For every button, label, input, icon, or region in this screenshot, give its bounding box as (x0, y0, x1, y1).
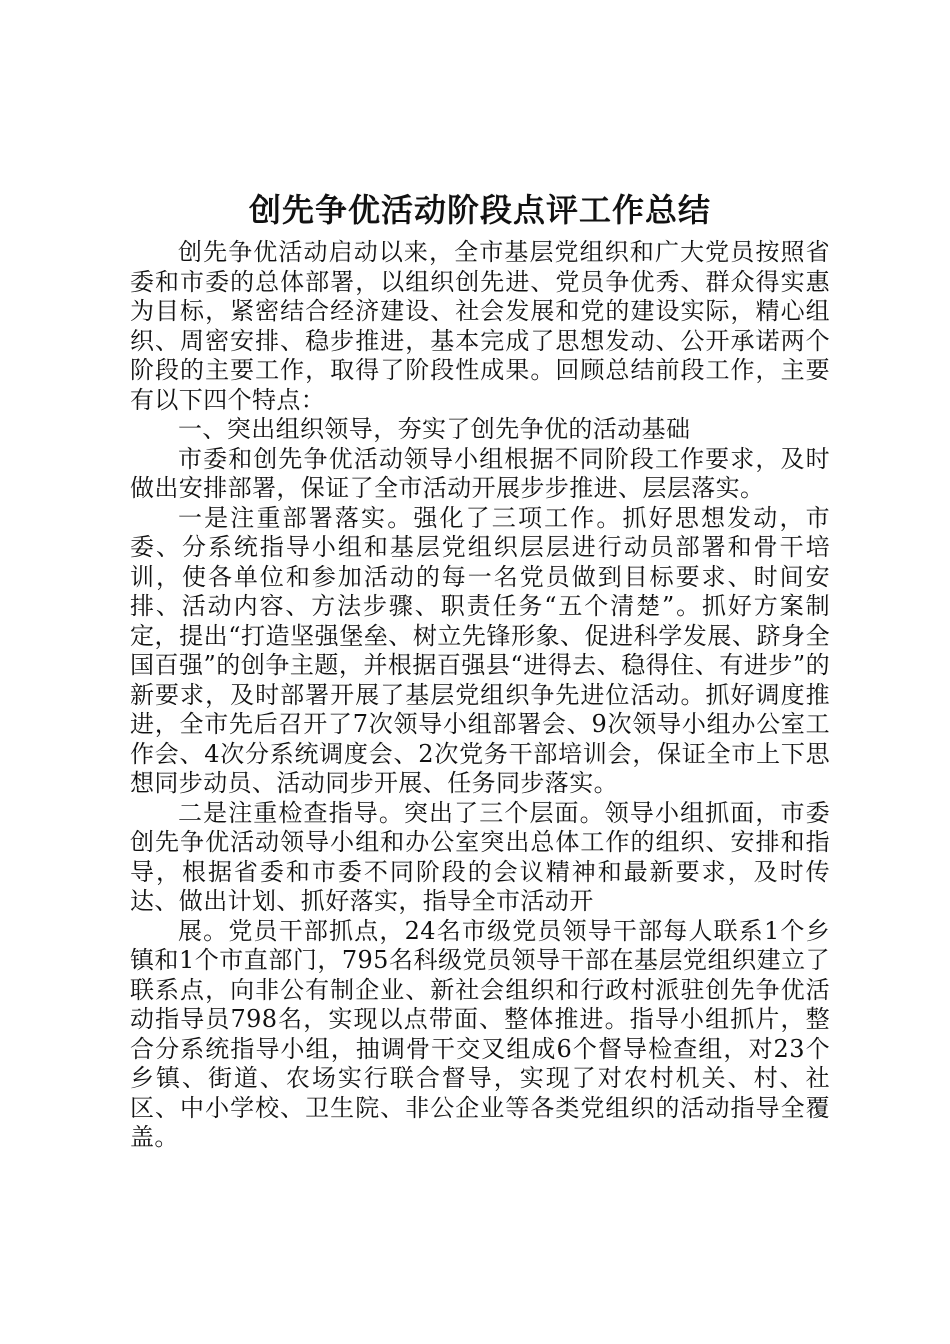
section-heading-1: 一、突出组织领导，夯实了创先争优的活动基础 (178, 415, 691, 443)
paragraph-deployment: 一是注重部署落实。强化了三项工作。抓好思想发动，市委、分系统指导小组和基层党组织层层进行动员部署和骨干培训，使各单位和参加活动的每一名党员做到目标要求、时间安排、活动内容、方法步骤、职责任务“五个清楚”。抓好方案制定，提出“打造坚强堡垒、树立先锋形象、促进科学发展、跻身全国百强”的创争主题，并根据百强县“进得去、稳得住、有进步”的新要求，及时部署开展了基层党组织争先进位活动。抓好调度推进，全市先后召开了7次领导小组部署会、9次领导小组办公室工作会、4次分系统调度会、2次党务干部培训会，保证全市上下思想同步动员、活动同步开展、任务同步落实。 (130, 503, 830, 797)
paragraph-inspection-continued: 展。党员干部抓点，24名市级党员领导干部每人联系1个乡镇和1个市直部门，795名科级党员领导干部在基层党组织建立了联系点，向非公有制企业、新社会组织和行政村派驻创先争优活动指导员798名，实现以点带面、整体推进。指导小组抓片，整合分系统指导小组，抽调骨干交叉组成6个督导检查组，对23个乡镇、街道、农场实行联合督导，实现了对农村机关、村、社区、中小学校、卫生院、非公企业等各类党组织的活动指导全覆盖。 (130, 916, 830, 1151)
document-title: 创先争优活动阶段点评工作总结 (248, 191, 711, 229)
paragraph-inspection: 二是注重检查指导。突出了三个层面。领导小组抓面，市委创先争优活动领导小组和办公室突出总体工作的组织、安排和指导，根据省委和市委不同阶段的会议精神和最新要求，及时传达、做出计划、抓好落实，指导全市活动开 (130, 798, 830, 915)
document-page (130, 188, 830, 1153)
paragraph-intro: 创先争优活动启动以来，全市基层党组织和广大党员按照省委和市委的总体部署，以组织创先进、党员争优秀、群众得实惠为目标，紧密结合经济建设、社会发展和党的建设实际，精心组织、周密安排、稳步推进，基本完成了思想发动、公开承诺两个阶段的主要工作，取得了阶段性成果。回顾总结前段工作，主要有以下四个特点： (130, 238, 830, 414)
paragraph-leadership: 市委和创先争优活动领导小组根据不同阶段工作要求，及时做出安排部署，保证了全市活动开展步步推进、层层落实。 (130, 444, 830, 502)
